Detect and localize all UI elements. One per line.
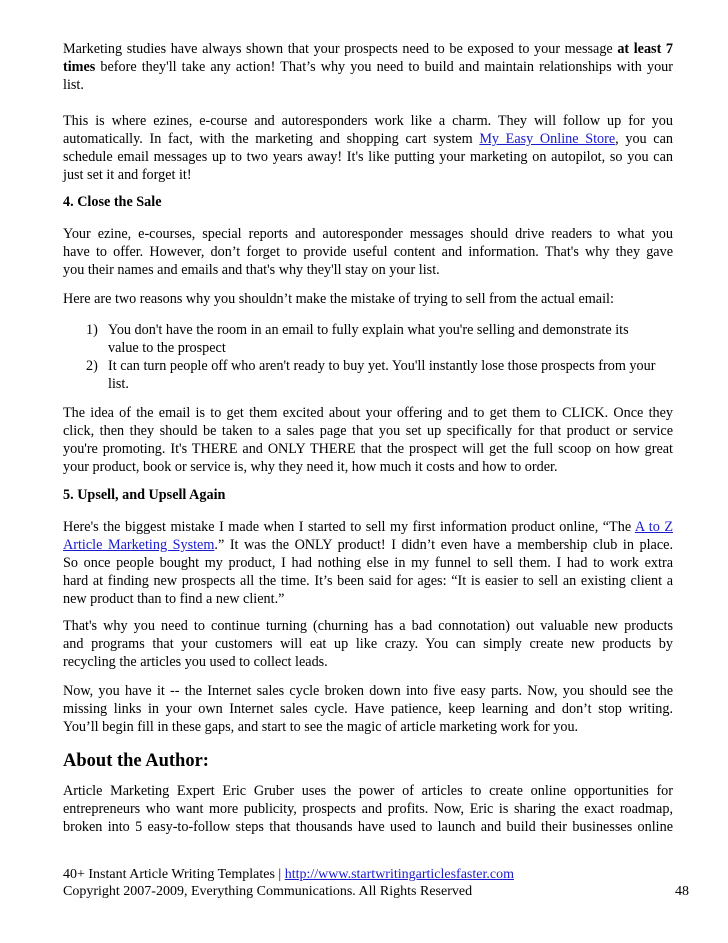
section-heading-upsell [63, 486, 673, 504]
paragraph-biggest-mistake [63, 518, 673, 608]
text-line: That's why you need to continue turning (churning has a bad connotation) out valuable new products [63, 618, 673, 634]
paragraph-email-idea [63, 404, 673, 476]
text-line: Here's the biggest mistake I made when I started to sell my first information product online, “The A to Z [63, 519, 673, 535]
paragraph-exposure [63, 40, 673, 94]
footer-title: 40+ Instant Article Writing Templates | [63, 867, 285, 882]
text-line: So once people bought my product, I had nothing else in my funnel to sell them. I had to work extra [63, 555, 673, 571]
list-number: 1) [86, 322, 98, 338]
footer-title-line [63, 866, 663, 883]
text-line: times before they'll take any action! That’s why you need to build and maintain relationships with your [63, 59, 673, 75]
heading-text: 5. Upsell, and Upsell Again [63, 487, 226, 503]
heading-text: 4. Close the Sale [63, 194, 162, 210]
text-line: your product, book or service is, why they need it, how much it costs and how to order. [63, 459, 558, 475]
text-line: Your ezine, e-courses, special reports and autoresponder messages should drive readers to what you [63, 226, 673, 242]
footer-copyright: Copyright 2007-2009, Everything Communications. All Rights Reserved [63, 884, 473, 899]
page-number: 48 [675, 884, 689, 899]
footer-url-link[interactable]: http://www.startwritingarticlesfaster.com [284, 867, 514, 882]
text-line: and programs that your customers will eat up like crazy. You can simply create new products by [63, 636, 673, 652]
text-line: just set it and forget it! [63, 167, 192, 183]
text-line: Now, you have it -- the Internet sales cycle broken down into five easy parts. Now, you should see the [63, 683, 673, 699]
list-text: It can turn people off who aren't ready to buy yet. You'll instantly lose those prospects from your list. [108, 358, 656, 392]
paragraph-two-reasons [63, 290, 673, 308]
my-easy-online-store-link[interactable]: My Easy Online Store [479, 131, 616, 147]
paragraph-sales-cycle [63, 682, 673, 736]
text-line: schedule email messages up to two years away! It's like putting your marketing on autopilot, so you can [63, 149, 673, 165]
text-line: You’ll begin fill in these gaps, and start to see the magic of article marketing work for you. [63, 719, 579, 735]
text-line: The idea of the email is to get them excited about your offering and to get them to CLICK. Once they [63, 405, 673, 421]
list-number: 2) [86, 358, 98, 374]
about-author-heading: About the Author: [63, 751, 209, 771]
a-to-z-link[interactable]: A to Z [634, 519, 673, 535]
text-line: have to offer. However, don’t forget to provide useful content and information. That's why they gave [63, 244, 673, 260]
text-line: Article Marketing Expert Eric Gruber uses the power of articles to create online opportunities for [63, 783, 673, 799]
paragraph-drive-readers [63, 225, 673, 279]
emphasis-text: times [63, 59, 96, 75]
text-line: new product than to find a new client.” [63, 591, 285, 607]
text-line: missing links in your own Internet sales cycle. Have patience, keep learning and don’t stop writing. [63, 701, 673, 717]
text-line: automatically. In fact, with the marketing and shopping cart system My Easy Online Store, you can [63, 131, 673, 147]
paragraph-author-bio [63, 782, 673, 836]
text-line: Here are two reasons why you shouldn’t make the mistake of trying to sell from the actual email: [63, 291, 614, 307]
text-line: recycling the articles you used to collect leads. [63, 654, 328, 670]
text-line: Article Marketing System.” It was the ONLY product! I didn’t even have a membership club in place. [63, 537, 673, 553]
emphasis-text: at least 7 [617, 41, 673, 57]
text-line: list. [63, 77, 84, 93]
text-line: This is where ezines, e-course and autoresponders work like a charm. They will follow up for you [63, 113, 673, 129]
footer-copyright-line [63, 883, 689, 900]
text-line: entrepreneurs who want more publicity, prospects and profits. Now, Eric is sharing the exact roadmap, [63, 801, 673, 817]
article-marketing-system-link[interactable]: Article Marketing System [63, 537, 215, 553]
text-line: click, then they should be taken to a sales page that you set up specifically for that product or service [63, 423, 673, 439]
list-text: You don't have the room in an email to fully explain what you're selling and demonstrate its value to the prospect [108, 322, 629, 356]
paragraph-new-products [63, 617, 673, 671]
paragraph-autoresponders [63, 112, 673, 184]
text-line: hard at finding new prospects all the time. It’s been said for ages: “It is easier to sell an existing client a [63, 573, 673, 589]
text-line: you their names and emails and that's why they'll stay on your list. [63, 262, 440, 278]
section-heading-close-the-sale [63, 193, 673, 211]
text-line: broken into 5 easy-to-follow steps that thousands have used to launch and build their businesses online [63, 819, 673, 835]
text-line: you're promoting. It's THERE and ONLY THERE that the prospect will get the full scoop on how great [63, 441, 673, 457]
page-footer [63, 866, 689, 900]
text-line: Marketing studies have always shown that your prospects need to be exposed to your message at least 7 [63, 41, 673, 57]
